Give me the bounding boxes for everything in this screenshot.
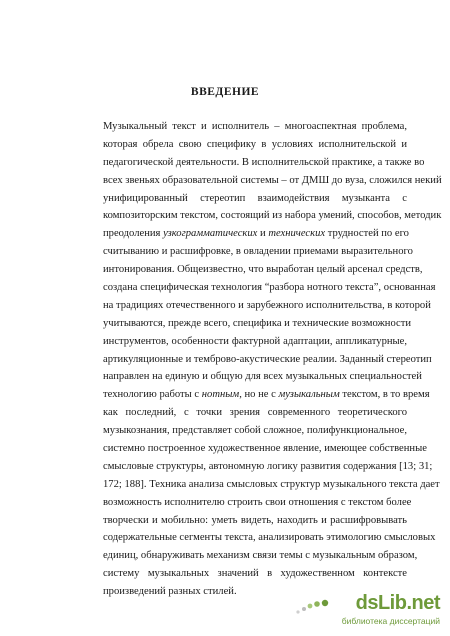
text-run: как последний, с точки зрения современного теоретического (103, 407, 407, 419)
italic-term: технических (268, 228, 326, 240)
text-line (103, 261, 423, 279)
text-run: возможность исполнителю строить свои отношения с текстом более (103, 496, 412, 508)
text-line (103, 494, 412, 512)
body-paragraph (103, 118, 442, 601)
text-run: музыкознания, представляет собой сложное, полифункциональное, (103, 425, 407, 437)
text-line (103, 404, 407, 422)
text-line (103, 547, 418, 565)
text-line (103, 529, 436, 547)
text-line (103, 422, 407, 440)
text-run: текстом, в то время (339, 389, 430, 401)
text-run: композиторским текстом, состоящий из набора умений, способов, методик (103, 210, 442, 222)
text-line (103, 118, 407, 136)
text-line (103, 512, 407, 530)
text-line (103, 386, 430, 404)
text-run: артикуляционные и темброво-акустические реалии. Заданный стереотип (103, 353, 432, 365)
text-run: на традициях отечественного и зарубежного исполнительства, в которой (103, 299, 431, 311)
text-line (103, 458, 433, 476)
text-run: преодоления (103, 228, 164, 240)
text-line (103, 172, 442, 190)
text-run: и (257, 228, 269, 240)
text-run: интонирования. Общеизвестно, что выработан целый арсенал средств, (103, 264, 423, 276)
text-line (103, 476, 440, 494)
text-run: трудностей по его (325, 228, 409, 240)
text-line (103, 440, 427, 458)
text-run: всех звеньях образовательной системы – от ДМШ до вуза, сложился некий (103, 174, 442, 186)
text-run: учитываются, прежде всего, специфика и технические возможности (103, 317, 412, 329)
text-line (103, 333, 407, 351)
text-run: смысловые структуры, автономную логику развития содержания [13; 31; (103, 460, 433, 472)
text-run: считыванию и расшифровке, в овладении приемами выразительного (103, 246, 413, 258)
text-run: педагогической деятельности. В исполнительской практике, а также во (103, 156, 425, 168)
text-run: создана специфическая технология “разбора нотного текста”, основанная (103, 282, 436, 294)
text-run: систему музыкальных значений в художественном контексте (103, 568, 407, 580)
text-run: которая обрела свою специфику в условиях исполнительской и (103, 138, 407, 150)
text-line (103, 297, 431, 315)
watermark (294, 592, 444, 632)
text-run: инструментов, особенности фактурной адаптации, аппликатурные, (103, 335, 407, 347)
text-run: направлен на единую и общую для всех музыкальных специальностей (103, 371, 422, 383)
text-line (103, 279, 436, 297)
text-run: унифицированный стереотип взаимодействия музыканта с (103, 192, 407, 204)
text-line (103, 136, 407, 154)
italic-term: узкограмматических (163, 228, 258, 240)
text-run: технологию работы с (103, 389, 202, 401)
text-line (103, 243, 413, 261)
text-line (103, 225, 407, 243)
text-run: произведений разных стилей. (103, 586, 237, 598)
text-run: единиц, обнаруживать механизм связи темы с музыкальным образом, (103, 550, 418, 562)
text-line (103, 154, 425, 172)
text-line (103, 315, 412, 333)
text-run: содержательные сегменты текста, анализировать этимологию смысловых (103, 532, 436, 544)
text-line (103, 190, 407, 208)
text-line (103, 368, 422, 386)
watermark-logo: dsLib.net (355, 592, 440, 614)
section-title: ВВЕДЕНИЕ (190, 86, 260, 98)
text-run: системно построенное художественное явление, имеющее собственные (103, 443, 427, 455)
dots-logo-icon (294, 598, 334, 620)
text-run: творчески и мобильно: уметь видеть, находить и расшифровывать (103, 514, 407, 526)
watermark-subtitle: библиотека диссертаций (341, 616, 440, 626)
text-line (103, 565, 407, 583)
italic-term: музыкальным (278, 389, 340, 401)
text-run: , но не с (239, 389, 279, 401)
italic-term: нотным (201, 389, 240, 401)
text-run: 172; 188]. Техника анализа смысловых структур музыкального текста дает (103, 478, 440, 490)
text-line (103, 351, 432, 369)
text-line (103, 207, 442, 225)
text-run: Музыкальный текст и исполнитель – многоаспектная проблема, (103, 121, 407, 132)
